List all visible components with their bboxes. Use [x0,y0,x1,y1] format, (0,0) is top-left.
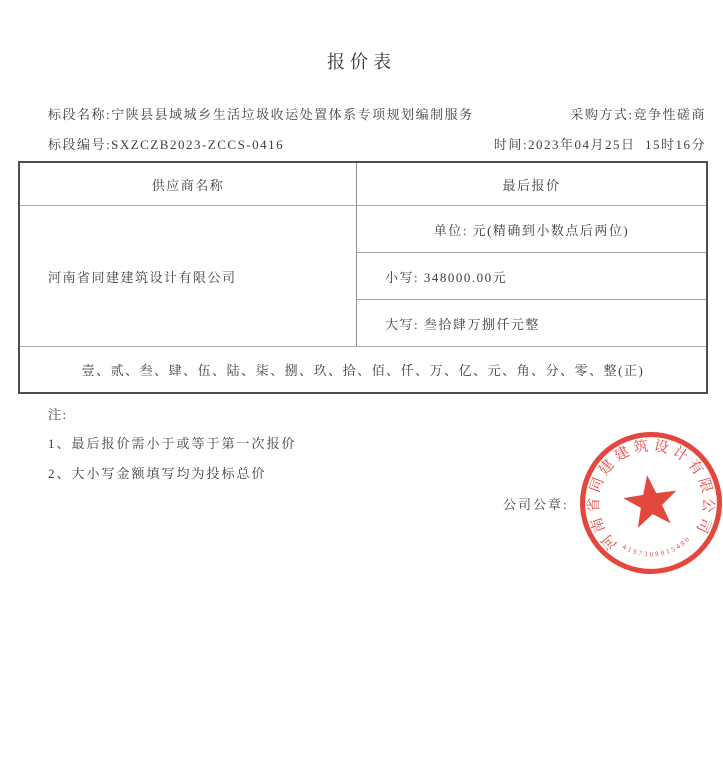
time-text: 时间:2023年04月25日 15时16分 [493,137,706,152]
star-icon [621,471,681,529]
notes-label: 注: [48,407,68,422]
info-line-1 [48,104,706,123]
company-seal-label: 公司公章: [503,497,569,512]
seal-company-name-text: 河南省同建建筑设计有限公司 [586,437,717,553]
section-number-text: 标段编号:SXZCZB2023-ZCCS-0416 [48,137,285,152]
seal-code-text: 4197308815480 [620,534,693,559]
page-title: 报价表 [327,52,396,72]
final-quote-header: 最后报价 [356,163,706,205]
section-name-text: 标段名称:宁陕县县域城乡生活垃圾收运处置体系专项规划编制服务 [48,107,474,122]
info-line-2 [48,134,706,153]
unit-note-cell: 单位: 元(精确到小数点后两位) [356,205,706,252]
supplier-name-cell: 河南省同建建筑设计有限公司 [20,205,356,346]
procurement-method-text: 采购方式:竞争性磋商 [570,107,706,122]
note-item-1: 1、最后报价需小于或等于第一次报价 [48,436,297,451]
note-item-2: 2、大小写金额填写均为投标总价 [48,466,267,481]
numerals-reference-cell: 壹、贰、叁、肆、伍、陆、柒、捌、玖、拾、佰、仟、万、亿、元、角、分、零、整(正) [20,346,706,392]
amount-uppercase-cell: 大写: 叁拾肆万捌仟元整 [356,299,706,346]
amount-lowercase-cell: 小写: 348000.00元 [356,252,706,299]
supplier-name-header: 供应商名称 [151,177,225,193]
company-seal-stamp [576,427,723,579]
quotation-table [18,161,708,394]
